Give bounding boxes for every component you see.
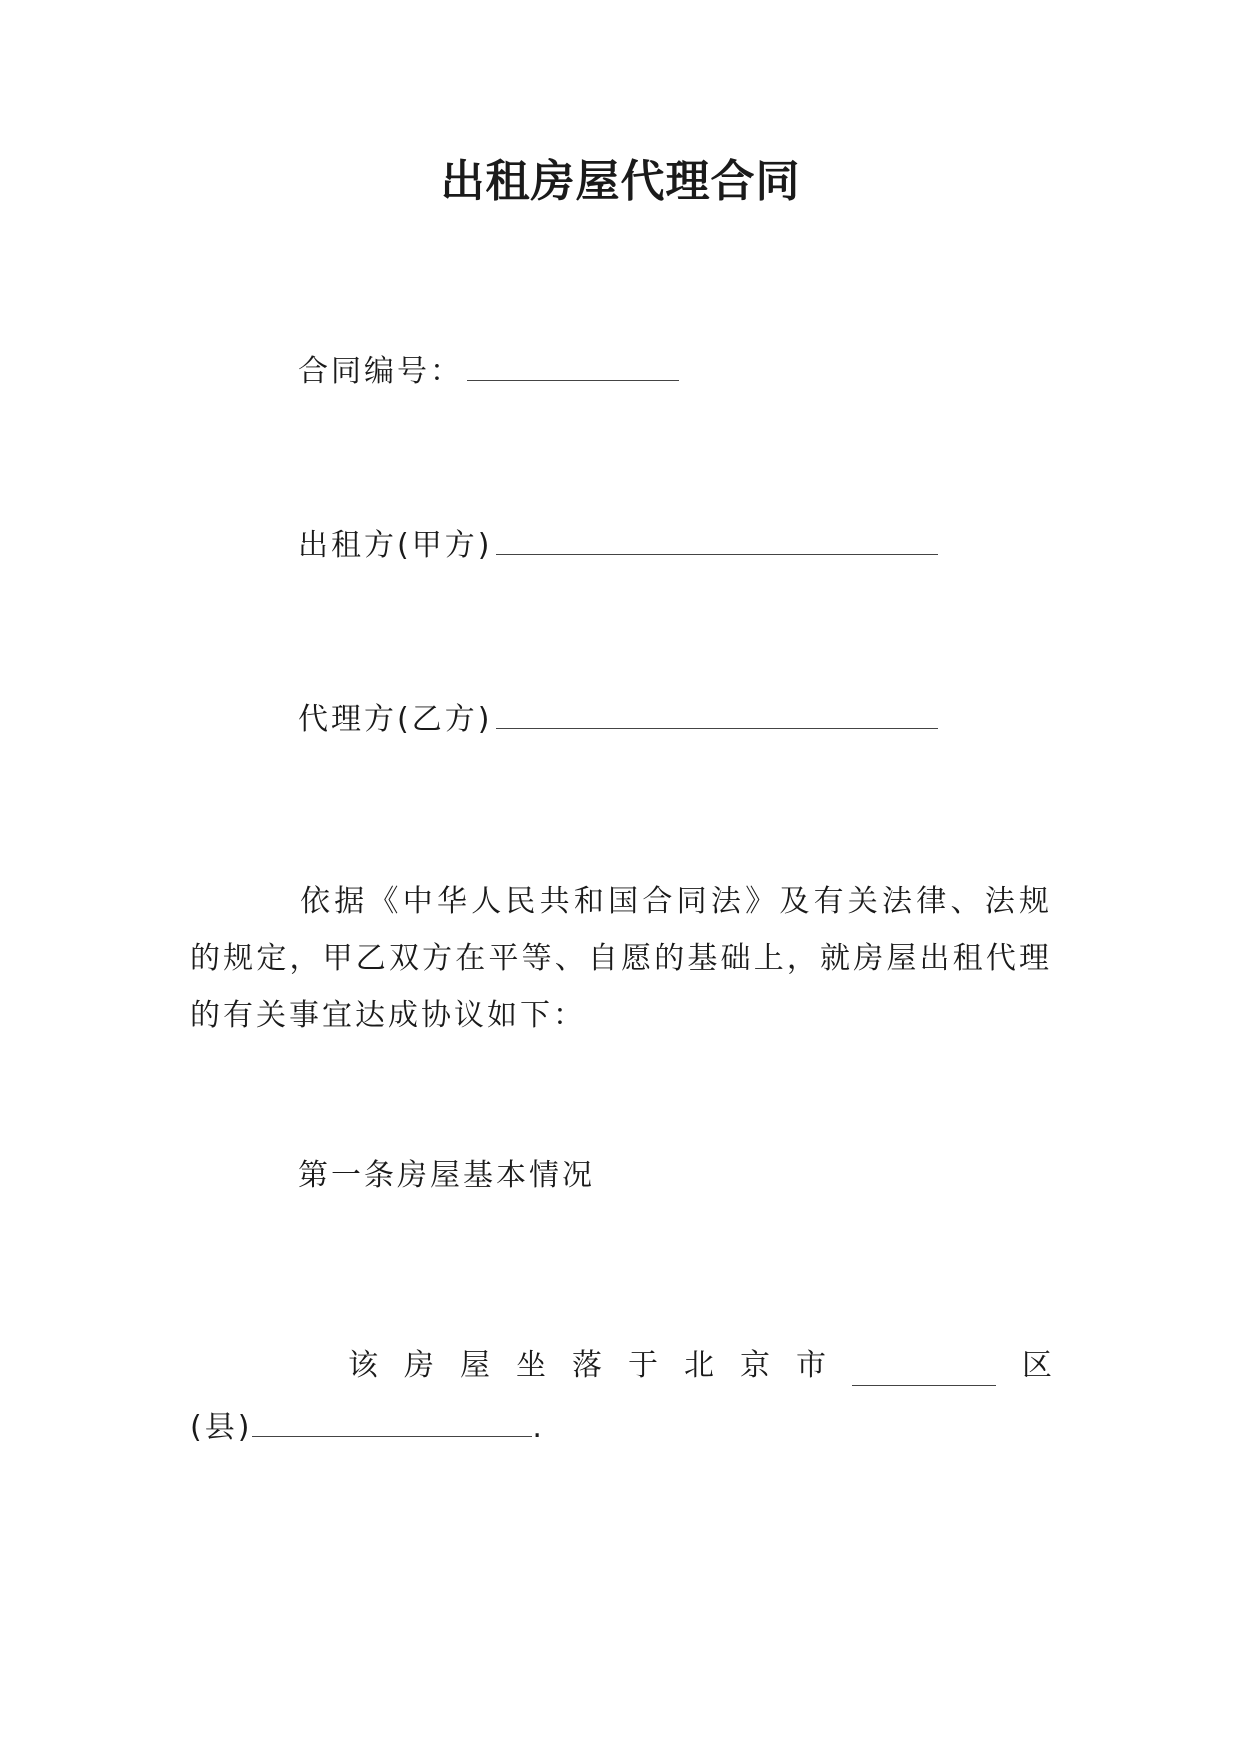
location-char: 京 xyxy=(740,1348,770,1383)
agent-blank xyxy=(496,698,938,729)
location-line xyxy=(348,1346,1052,1386)
location-char: 该 xyxy=(348,1348,378,1383)
intro-paragraph: 依据《中华人民共和国合同法》及有关法律、法规的规定，甲乙双方在平等、自愿的基础上，就房屋出租代理的有关事宜达成协议如下： xyxy=(190,884,1052,1033)
article1-heading: 第一条房屋基本情况 xyxy=(298,1158,595,1193)
location-char: 屋 xyxy=(460,1348,490,1383)
end-period: . xyxy=(532,1410,545,1445)
county-line xyxy=(190,1406,545,1448)
district-label: 区 xyxy=(1022,1348,1052,1383)
lessor-blank xyxy=(496,524,938,555)
location-char: 房 xyxy=(404,1348,434,1383)
county-label: (县) xyxy=(190,1410,253,1445)
document-title: 出租房屋代理合同 xyxy=(440,156,801,207)
location-char: 于 xyxy=(628,1348,658,1383)
contract-number-line xyxy=(298,350,679,392)
county-blank xyxy=(252,1406,532,1437)
lessor-line xyxy=(298,524,938,566)
district-blank xyxy=(852,1355,996,1386)
location-char: 市 xyxy=(796,1348,826,1383)
contract-number-blank xyxy=(467,350,679,381)
agent-line xyxy=(298,698,938,740)
location-char: 北 xyxy=(684,1348,714,1383)
location-char: 坐 xyxy=(516,1348,546,1383)
location-char: 落 xyxy=(572,1348,602,1383)
contract-number-label: 合同编号： xyxy=(298,354,463,389)
agent-label: 代理方(乙方) xyxy=(298,702,493,737)
lessor-label: 出租方(甲方) xyxy=(298,528,493,563)
